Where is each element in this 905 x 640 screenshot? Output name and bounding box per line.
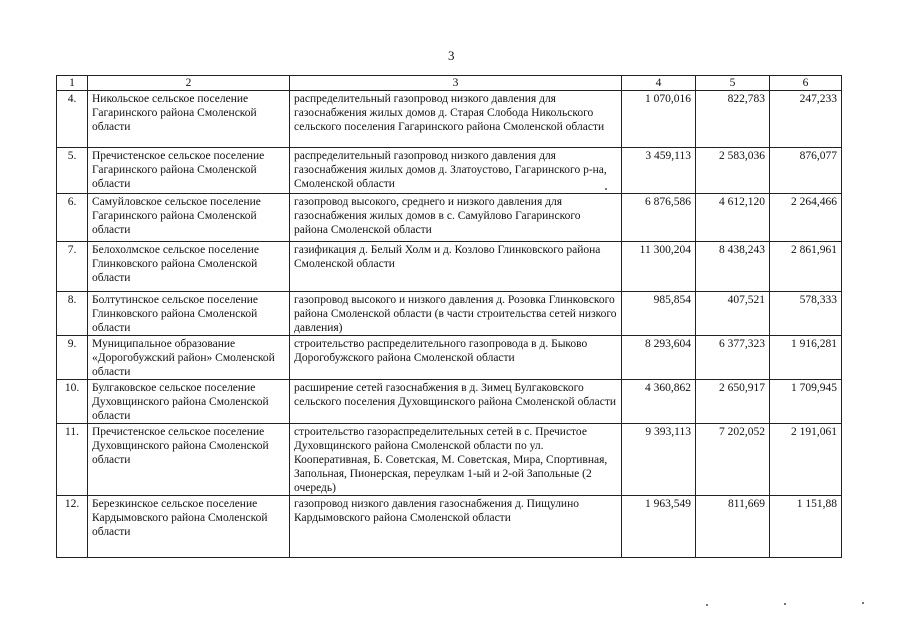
value-col4: 3 459,113 (622, 148, 696, 194)
row-number: 11. (57, 424, 88, 496)
table-header-row (57, 76, 842, 91)
value-col6: 578,333 (770, 292, 842, 336)
row-number: 5. (57, 148, 88, 194)
row-number: 12. (57, 496, 88, 558)
value-col5: 7 202,052 (696, 424, 770, 496)
object-description: распределительный газопровод низкого давления для газоснабжения жилых домов д. Златоустово, Гагаринского р-на, Смоленской области (290, 148, 622, 194)
table-row (57, 242, 842, 292)
row-number: 7. (57, 242, 88, 292)
value-col5: 822,783 (696, 91, 770, 148)
table-row (57, 194, 842, 242)
table-row (57, 91, 842, 148)
value-col5: 2 650,917 (696, 380, 770, 424)
value-col6: 1 151,88 (770, 496, 842, 558)
row-number: 10. (57, 380, 88, 424)
value-col4: 8 293,604 (622, 336, 696, 380)
scan-speck (706, 604, 708, 606)
value-col4: 1 963,549 (622, 496, 696, 558)
table-row (57, 424, 842, 496)
value-col4: 985,854 (622, 292, 696, 336)
row-number: 8. (57, 292, 88, 336)
value-col6: 1 709,945 (770, 380, 842, 424)
table-row (57, 336, 842, 380)
object-description: расширение сетей газоснабжения в д. Зимец Булгаковского сельского поселения Духовщинского района Смоленской области (290, 380, 622, 424)
column-header: 2 (88, 76, 290, 91)
value-col5: 811,669 (696, 496, 770, 558)
settlement-name: Булгаковское сельское поселение Духовщинского района Смоленской области (88, 380, 290, 424)
object-description: строительство газораспределительных сетей в с. Пречистое Духовщинского района Смоленской области по ул. Кооперативная, Б. Советская, М. Советская, Мира, Спортивная, Запольная, Пионерская, переулкам 1-ый и 2-ой Запольные (2 очередь) (290, 424, 622, 496)
value-col5: 6 377,323 (696, 336, 770, 380)
object-description: строительство распределительного газопровода в д. Быково Дорогобужского района Смоленской области (290, 336, 622, 380)
value-col6: 247,233 (770, 91, 842, 148)
value-col4: 11 300,204 (622, 242, 696, 292)
row-number: 6. (57, 194, 88, 242)
object-description: газопровод высокого и низкого давления д. Розовка Глинковского района Смоленской области (в части строительства сетей низкого давления) (290, 292, 622, 336)
settlement-name: Муниципальное образование «Дорогобужский район» Смоленской области (88, 336, 290, 380)
object-description: газопровод высокого, среднего и низкого давления для газоснабжения жилых домов в с. Самуйлово Гагаринского района Смоленской области (290, 194, 622, 242)
column-header: 5 (696, 76, 770, 91)
settlement-name: Белохолмское сельское поселение Глинковского района Смоленской области (88, 242, 290, 292)
funding-table (56, 75, 842, 558)
table-row (57, 380, 842, 424)
scan-speck (784, 603, 786, 605)
value-col6: 2 264,466 (770, 194, 842, 242)
settlement-name: Никольское сельское поселение Гагаринского района Смоленской области (88, 91, 290, 148)
value-col6: 2 861,961 (770, 242, 842, 292)
object-description: распределительный газопровод низкого давления для газоснабжения жилых домов д. Старая Слобода Никольского сельского поселения Гагаринского района Смоленской области (290, 91, 622, 148)
value-col5: 8 438,243 (696, 242, 770, 292)
value-col5: 407,521 (696, 292, 770, 336)
row-number: 4. (57, 91, 88, 148)
settlement-name: Березкинское сельское поселение Кардымовского района Смоленской области (88, 496, 290, 558)
value-col4: 4 360,862 (622, 380, 696, 424)
scan-speck (605, 188, 607, 190)
settlement-name: Самуйловское сельское поселение Гагаринского района Смоленской области (88, 194, 290, 242)
settlement-name: Болтутинское сельское поселение Глинковского района Смоленской области (88, 292, 290, 336)
value-col6: 876,077 (770, 148, 842, 194)
object-description: газификация д. Белый Холм и д. Козлово Глинковского района Смоленской области (290, 242, 622, 292)
row-number: 9. (57, 336, 88, 380)
settlement-name: Пречистенское сельское поселение Духовщинского района Смоленской области (88, 424, 290, 496)
value-col4: 1 070,016 (622, 91, 696, 148)
object-description: газопровод низкого давления газоснабжения д. Пищулино Кардымовского района Смоленской области (290, 496, 622, 558)
column-header: 1 (57, 76, 88, 91)
table-row (57, 496, 842, 558)
settlement-name: Пречистенское сельское поселение Гагаринского района Смоленской области (88, 148, 290, 194)
value-col4: 9 393,113 (622, 424, 696, 496)
table-row (57, 292, 842, 336)
value-col6: 2 191,061 (770, 424, 842, 496)
value-col4: 6 876,586 (622, 194, 696, 242)
value-col5: 2 583,036 (696, 148, 770, 194)
table-row (57, 148, 842, 194)
value-col5: 4 612,120 (696, 194, 770, 242)
value-col6: 1 916,281 (770, 336, 842, 380)
column-header: 4 (622, 76, 696, 91)
page-number: 3 (448, 48, 455, 63)
column-header: 3 (290, 76, 622, 91)
scan-speck (862, 602, 864, 604)
column-header: 6 (770, 76, 842, 91)
